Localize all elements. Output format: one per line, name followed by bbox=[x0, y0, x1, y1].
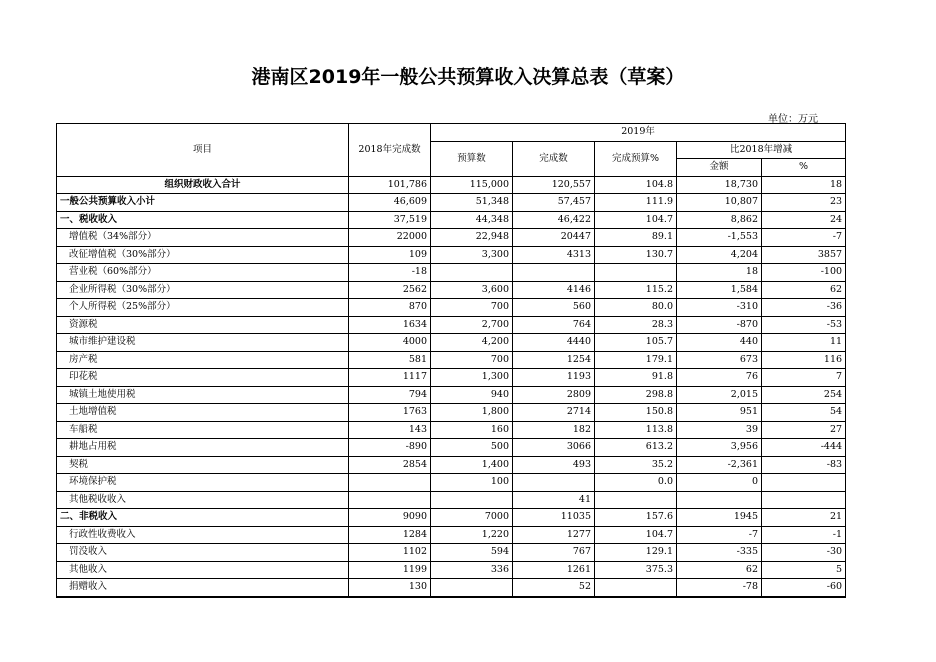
row-budget: 594 bbox=[431, 544, 513, 562]
row-amount: 440 bbox=[677, 334, 762, 352]
row-name: 契税 bbox=[57, 456, 349, 474]
row-name: 其他收入 bbox=[57, 561, 349, 579]
row-pct: 28.3 bbox=[595, 316, 677, 334]
row-amount: -78 bbox=[677, 579, 762, 597]
row-rate: -60 bbox=[762, 579, 846, 597]
table-row bbox=[57, 456, 846, 474]
row-rate: 54 bbox=[762, 404, 846, 422]
row-pct: 129.1 bbox=[595, 544, 677, 562]
row-actual: 41 bbox=[513, 491, 595, 509]
row-amount: -1,553 bbox=[677, 229, 762, 247]
table-row bbox=[57, 316, 846, 334]
row-pct: 613.2 bbox=[595, 439, 677, 457]
unit-label: 单位：万元 bbox=[768, 114, 818, 125]
row-budget bbox=[431, 579, 513, 597]
row-budget: 1,400 bbox=[431, 456, 513, 474]
row-actual: 2714 bbox=[513, 404, 595, 422]
row-name: 环境保护税 bbox=[57, 474, 349, 492]
row-pct: 115.2 bbox=[595, 281, 677, 299]
row-rate bbox=[762, 491, 846, 509]
row-rate bbox=[762, 474, 846, 492]
row-amount: 951 bbox=[677, 404, 762, 422]
row-actual: 767 bbox=[513, 544, 595, 562]
header-amount: 金额 bbox=[677, 159, 762, 177]
row-name: 城镇土地使用税 bbox=[57, 386, 349, 404]
row-rate: -36 bbox=[762, 299, 846, 317]
row-amount: 4,204 bbox=[677, 246, 762, 264]
row-rate: 23 bbox=[762, 194, 846, 212]
row-prev: 130 bbox=[349, 579, 431, 597]
revenue-table bbox=[56, 123, 846, 598]
row-actual: 1193 bbox=[513, 369, 595, 387]
row-name: 行政性收费收入 bbox=[57, 526, 349, 544]
row-name: 增值税（34%部分） bbox=[57, 229, 349, 247]
table-row bbox=[57, 211, 846, 229]
table-row bbox=[57, 334, 846, 352]
row-prev: 581 bbox=[349, 351, 431, 369]
row-name: 资源税 bbox=[57, 316, 349, 334]
row-rate: -444 bbox=[762, 439, 846, 457]
row-prev: -890 bbox=[349, 439, 431, 457]
row-prev: 37,519 bbox=[349, 211, 431, 229]
row-rate: 24 bbox=[762, 211, 846, 229]
row-prev: 1199 bbox=[349, 561, 431, 579]
row-budget: 44,348 bbox=[431, 211, 513, 229]
row-budget: 3,600 bbox=[431, 281, 513, 299]
row-prev: 46,609 bbox=[349, 194, 431, 212]
row-budget: 22,948 bbox=[431, 229, 513, 247]
row-prev: 9090 bbox=[349, 509, 431, 527]
row-name: 土地增值税 bbox=[57, 404, 349, 422]
row-prev: 109 bbox=[349, 246, 431, 264]
row-amount: 8,862 bbox=[677, 211, 762, 229]
table-row bbox=[57, 491, 846, 509]
table-row bbox=[57, 526, 846, 544]
row-budget bbox=[431, 264, 513, 282]
row-budget: 700 bbox=[431, 351, 513, 369]
table-body bbox=[57, 176, 846, 597]
row-name: 城市维护建设税 bbox=[57, 334, 349, 352]
table-row bbox=[57, 369, 846, 387]
row-budget: 500 bbox=[431, 439, 513, 457]
row-actual: 120,557 bbox=[513, 176, 595, 194]
row-budget: 3,300 bbox=[431, 246, 513, 264]
row-prev: 101,786 bbox=[349, 176, 431, 194]
row-actual: 493 bbox=[513, 456, 595, 474]
row-prev: 1102 bbox=[349, 544, 431, 562]
row-amount: 3,956 bbox=[677, 439, 762, 457]
table-row bbox=[57, 264, 846, 282]
row-name: 房产税 bbox=[57, 351, 349, 369]
row-amount: -335 bbox=[677, 544, 762, 562]
row-budget: 7000 bbox=[431, 509, 513, 527]
row-budget: 336 bbox=[431, 561, 513, 579]
row-budget: 4,200 bbox=[431, 334, 513, 352]
row-amount: 1945 bbox=[677, 509, 762, 527]
row-pct: 375.3 bbox=[595, 561, 677, 579]
row-budget: 160 bbox=[431, 421, 513, 439]
row-pct: 0.0 bbox=[595, 474, 677, 492]
header-compare: 比2018年增减 bbox=[677, 141, 846, 159]
row-rate: -30 bbox=[762, 544, 846, 562]
row-actual: 57,457 bbox=[513, 194, 595, 212]
row-actual: 560 bbox=[513, 299, 595, 317]
table-row bbox=[57, 404, 846, 422]
row-actual: 1261 bbox=[513, 561, 595, 579]
row-prev bbox=[349, 491, 431, 509]
row-prev: 2562 bbox=[349, 281, 431, 299]
row-pct: 105.7 bbox=[595, 334, 677, 352]
row-prev: 2854 bbox=[349, 456, 431, 474]
row-amount bbox=[677, 491, 762, 509]
row-name: 组织财政收入合计 bbox=[57, 176, 349, 194]
row-rate: 254 bbox=[762, 386, 846, 404]
row-actual: 20447 bbox=[513, 229, 595, 247]
row-amount: 1,584 bbox=[677, 281, 762, 299]
header-prev-year: 2018年完成数 bbox=[349, 124, 431, 177]
row-pct: 80.0 bbox=[595, 299, 677, 317]
row-amount: 10,807 bbox=[677, 194, 762, 212]
row-pct: 179.1 bbox=[595, 351, 677, 369]
row-name: 个人所得税（25%部分） bbox=[57, 299, 349, 317]
row-prev: 22000 bbox=[349, 229, 431, 247]
row-pct: 157.6 bbox=[595, 509, 677, 527]
row-pct: 104.8 bbox=[595, 176, 677, 194]
table-row bbox=[57, 176, 846, 194]
row-amount: 18,730 bbox=[677, 176, 762, 194]
row-name: 二、非税收入 bbox=[57, 509, 349, 527]
row-rate: -83 bbox=[762, 456, 846, 474]
row-name: 捐赠收入 bbox=[57, 579, 349, 597]
table-row bbox=[57, 561, 846, 579]
row-pct: 104.7 bbox=[595, 526, 677, 544]
table-row bbox=[57, 579, 846, 597]
row-amount: 76 bbox=[677, 369, 762, 387]
row-name: 改征增值税（30%部分） bbox=[57, 246, 349, 264]
row-rate: 21 bbox=[762, 509, 846, 527]
row-rate: 7 bbox=[762, 369, 846, 387]
table-row bbox=[57, 421, 846, 439]
row-name: 一、税收收入 bbox=[57, 211, 349, 229]
row-actual: 1277 bbox=[513, 526, 595, 544]
table-row bbox=[57, 351, 846, 369]
row-budget: 940 bbox=[431, 386, 513, 404]
row-prev: 4000 bbox=[349, 334, 431, 352]
row-actual bbox=[513, 474, 595, 492]
row-rate: 11 bbox=[762, 334, 846, 352]
row-prev: 870 bbox=[349, 299, 431, 317]
row-amount: 673 bbox=[677, 351, 762, 369]
row-actual: 2809 bbox=[513, 386, 595, 404]
row-prev: 1117 bbox=[349, 369, 431, 387]
row-actual: 4146 bbox=[513, 281, 595, 299]
row-actual: 4440 bbox=[513, 334, 595, 352]
header-percent: % bbox=[762, 159, 846, 177]
row-budget: 2,700 bbox=[431, 316, 513, 334]
row-rate: 18 bbox=[762, 176, 846, 194]
row-prev: 1634 bbox=[349, 316, 431, 334]
header-actual: 完成数 bbox=[513, 141, 595, 176]
row-rate: -7 bbox=[762, 229, 846, 247]
row-prev bbox=[349, 474, 431, 492]
table-row bbox=[57, 281, 846, 299]
row-actual: 46,422 bbox=[513, 211, 595, 229]
row-amount: -7 bbox=[677, 526, 762, 544]
row-rate: -1 bbox=[762, 526, 846, 544]
row-pct: 35.2 bbox=[595, 456, 677, 474]
row-amount: 2,015 bbox=[677, 386, 762, 404]
row-amount: 39 bbox=[677, 421, 762, 439]
row-budget bbox=[431, 491, 513, 509]
table-row bbox=[57, 439, 846, 457]
row-amount: -310 bbox=[677, 299, 762, 317]
row-name: 一般公共预算收入小计 bbox=[57, 194, 349, 212]
row-actual: 764 bbox=[513, 316, 595, 334]
row-prev: 794 bbox=[349, 386, 431, 404]
row-amount: 0 bbox=[677, 474, 762, 492]
header-year: 2019年 bbox=[431, 124, 846, 142]
row-pct bbox=[595, 491, 677, 509]
header-budget: 预算数 bbox=[431, 141, 513, 176]
row-name: 企业所得税（30%部分） bbox=[57, 281, 349, 299]
row-budget: 51,348 bbox=[431, 194, 513, 212]
header-item: 项目 bbox=[57, 124, 349, 177]
table-row bbox=[57, 246, 846, 264]
row-prev: 143 bbox=[349, 421, 431, 439]
table-row bbox=[57, 386, 846, 404]
row-name: 印花税 bbox=[57, 369, 349, 387]
row-budget: 700 bbox=[431, 299, 513, 317]
table-row bbox=[57, 194, 846, 212]
row-prev: -18 bbox=[349, 264, 431, 282]
row-pct: 150.8 bbox=[595, 404, 677, 422]
row-actual bbox=[513, 264, 595, 282]
table-row bbox=[57, 509, 846, 527]
row-budget: 1,300 bbox=[431, 369, 513, 387]
row-name: 车船税 bbox=[57, 421, 349, 439]
table-row bbox=[57, 229, 846, 247]
table-row bbox=[57, 474, 846, 492]
table-row bbox=[57, 544, 846, 562]
row-rate: -53 bbox=[762, 316, 846, 334]
row-actual: 182 bbox=[513, 421, 595, 439]
row-name: 罚没收入 bbox=[57, 544, 349, 562]
row-pct: 89.1 bbox=[595, 229, 677, 247]
row-pct bbox=[595, 579, 677, 597]
row-name: 其他税收收入 bbox=[57, 491, 349, 509]
row-pct bbox=[595, 264, 677, 282]
row-name: 营业税（60%部分） bbox=[57, 264, 349, 282]
row-rate: 116 bbox=[762, 351, 846, 369]
row-rate: 5 bbox=[762, 561, 846, 579]
report-title: 港南区2019年一般公共预算收入决算总表（草案） bbox=[251, 66, 685, 88]
row-rate: 3857 bbox=[762, 246, 846, 264]
row-pct: 113.8 bbox=[595, 421, 677, 439]
row-actual: 11035 bbox=[513, 509, 595, 527]
row-actual: 3066 bbox=[513, 439, 595, 457]
row-budget: 100 bbox=[431, 474, 513, 492]
row-prev: 1763 bbox=[349, 404, 431, 422]
row-amount: 62 bbox=[677, 561, 762, 579]
row-budget: 1,800 bbox=[431, 404, 513, 422]
row-actual: 4313 bbox=[513, 246, 595, 264]
row-rate: 62 bbox=[762, 281, 846, 299]
row-actual: 1254 bbox=[513, 351, 595, 369]
row-actual: 52 bbox=[513, 579, 595, 597]
row-amount: -2,361 bbox=[677, 456, 762, 474]
row-pct: 91.8 bbox=[595, 369, 677, 387]
row-budget: 1,220 bbox=[431, 526, 513, 544]
row-name: 耕地占用税 bbox=[57, 439, 349, 457]
row-pct: 298.8 bbox=[595, 386, 677, 404]
row-prev: 1284 bbox=[349, 526, 431, 544]
row-rate: -100 bbox=[762, 264, 846, 282]
row-pct: 130.7 bbox=[595, 246, 677, 264]
row-budget: 115,000 bbox=[431, 176, 513, 194]
table-row bbox=[57, 299, 846, 317]
row-rate: 27 bbox=[762, 421, 846, 439]
row-pct: 111.9 bbox=[595, 194, 677, 212]
header-pct: 完成预算% bbox=[595, 141, 677, 176]
row-amount: -870 bbox=[677, 316, 762, 334]
row-amount: 18 bbox=[677, 264, 762, 282]
row-pct: 104.7 bbox=[595, 211, 677, 229]
